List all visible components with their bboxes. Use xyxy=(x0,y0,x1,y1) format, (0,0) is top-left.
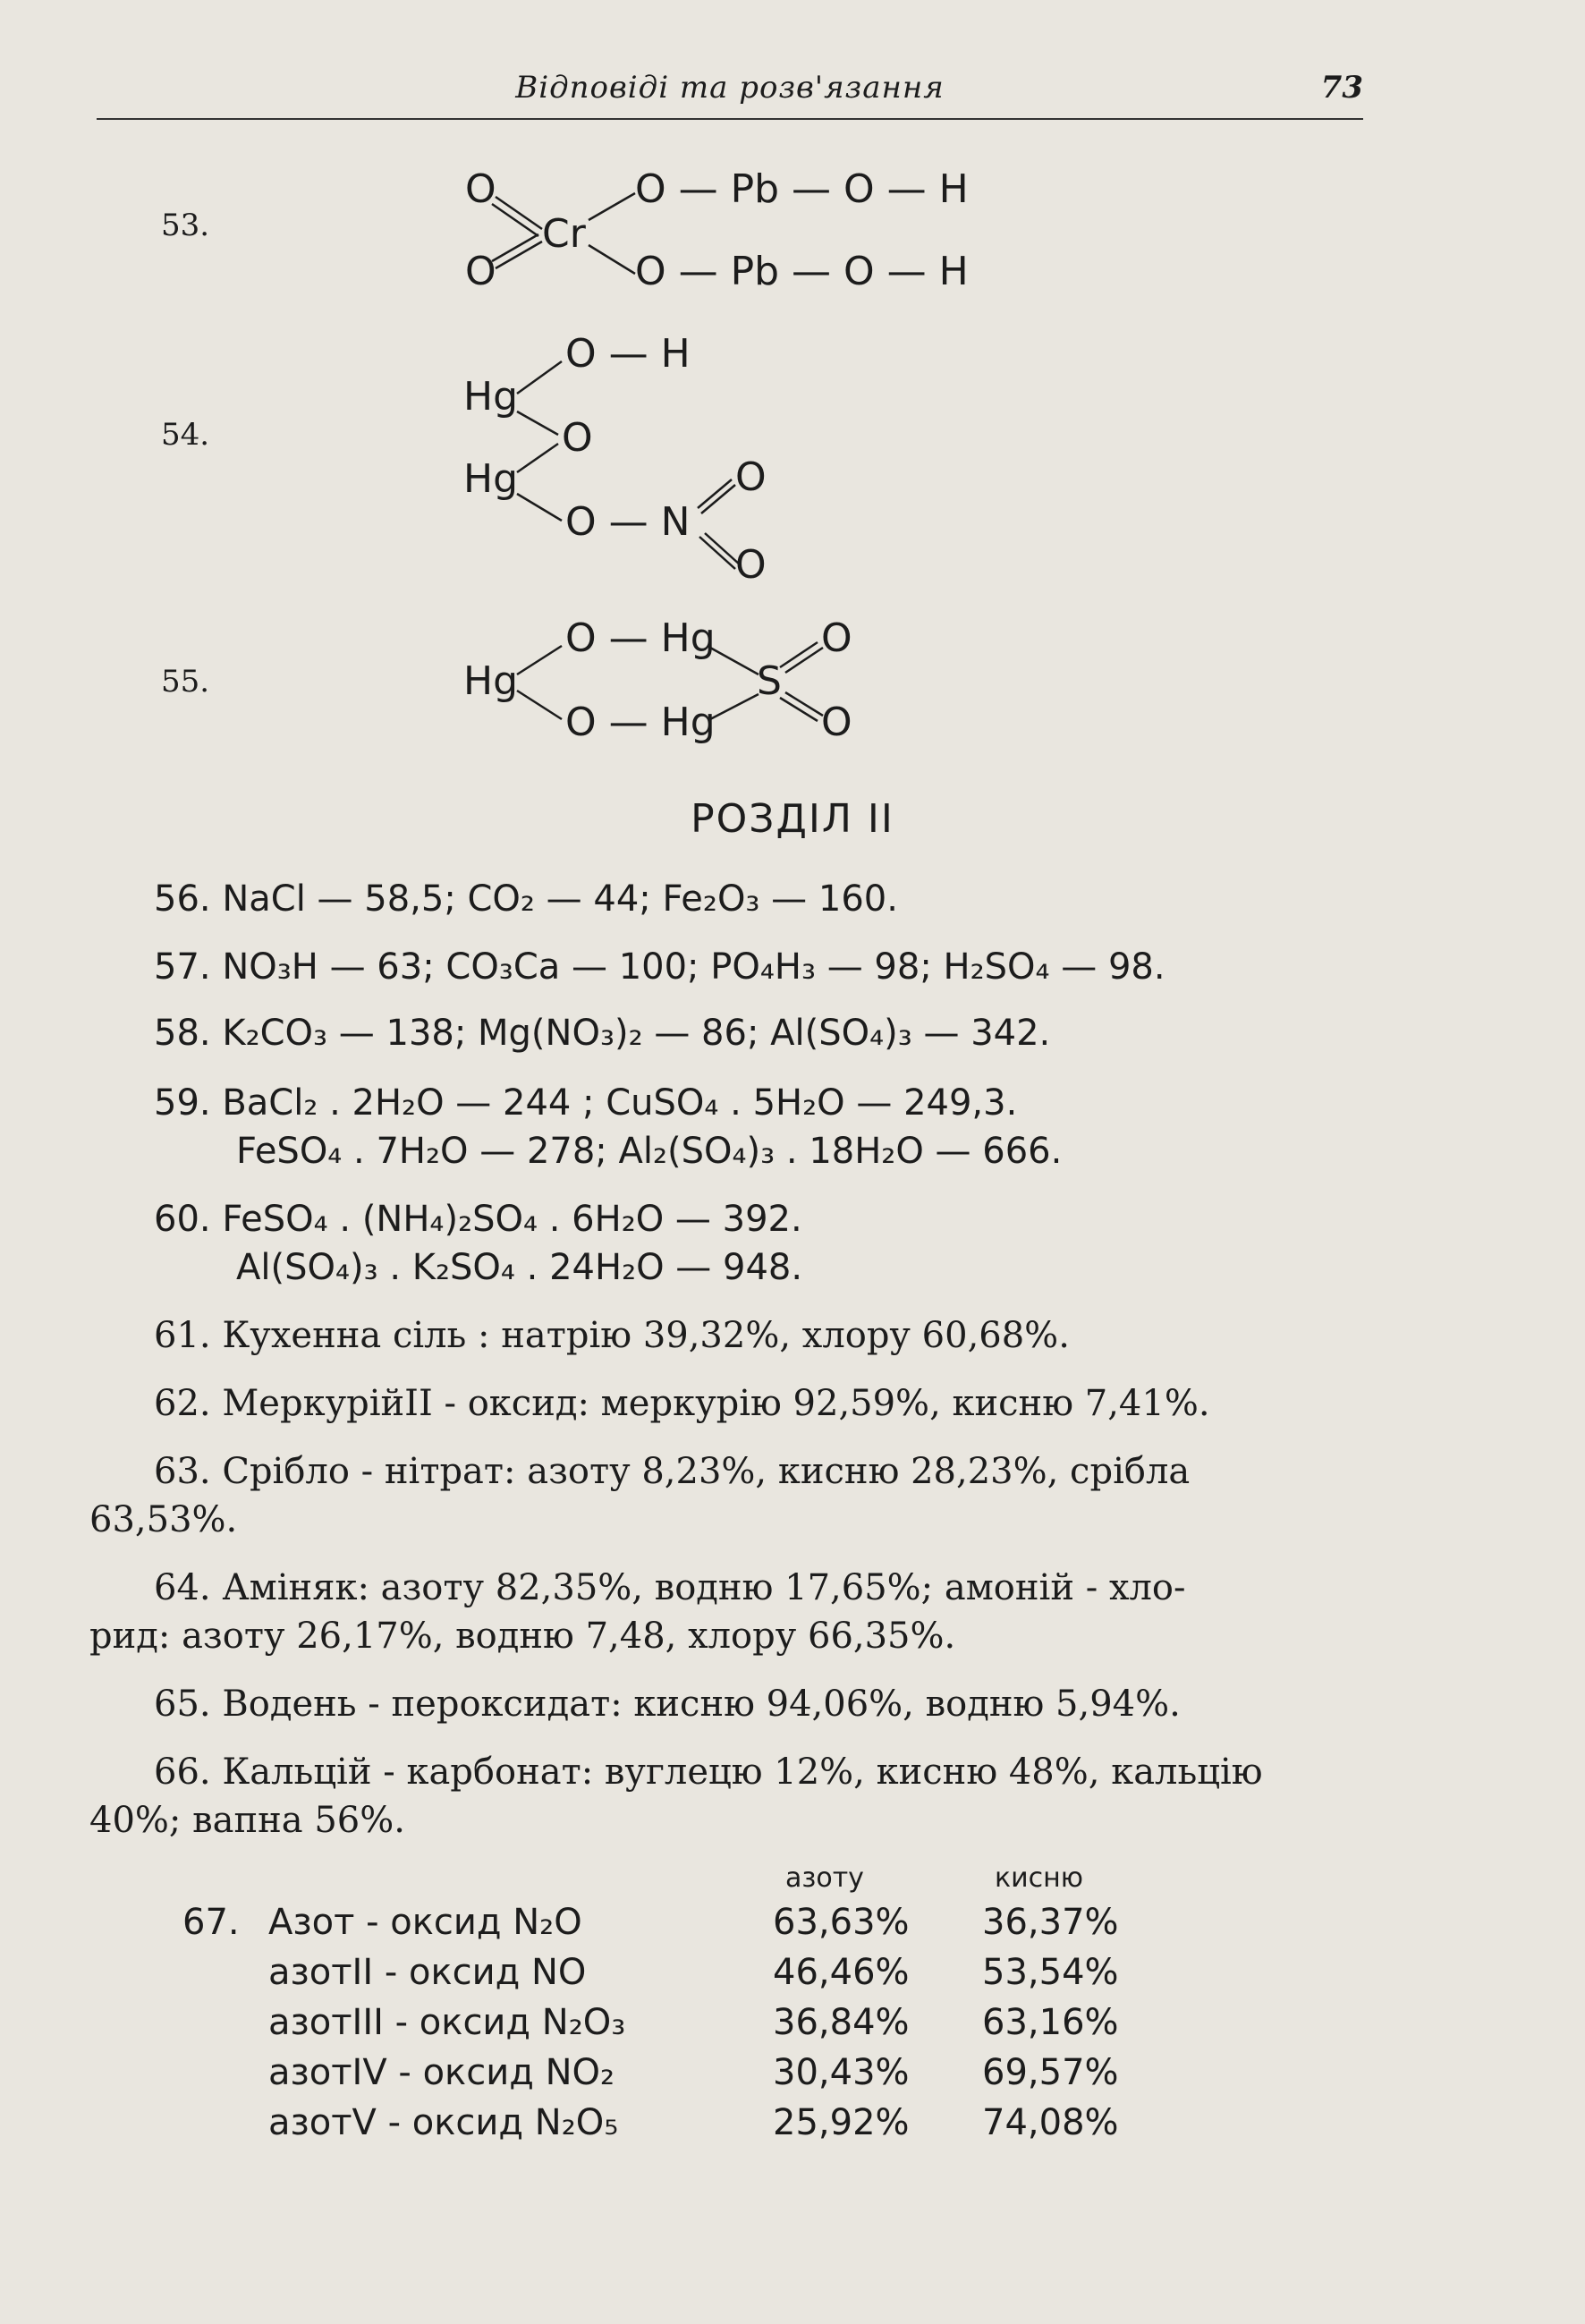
structure-54-nitrate-oxygen-top: O xyxy=(735,454,767,500)
structure-54-nitrate-link: O — N xyxy=(565,499,691,545)
structure-54-mercury-top: Hg xyxy=(463,374,519,420)
running-title: Відповіді та розв'язання xyxy=(515,70,945,106)
structure-55-bottom-link: O — Hg xyxy=(565,700,716,745)
table-row xyxy=(0,2002,1585,2052)
structure-55-top-link: O — Hg xyxy=(565,615,716,661)
answer-66 xyxy=(154,1751,1263,1793)
answer-62 xyxy=(154,1383,1210,1424)
structure-53-chain-bottom: O — Pb — O — H xyxy=(635,249,969,294)
oxide-name: азотV - оксид N₂O₅ xyxy=(268,2102,619,2143)
answer-60 xyxy=(154,1199,802,1240)
answer-number: 60. xyxy=(154,1199,211,1240)
structure-53-chromium: Cr xyxy=(542,211,586,257)
structure-53 xyxy=(456,161,993,304)
oxide-name: Азот - оксид N₂O xyxy=(268,1902,582,1943)
table-row xyxy=(0,1952,1585,2002)
answer-63 xyxy=(154,1451,1190,1492)
answer-65 xyxy=(154,1684,1181,1725)
nitrogen-percent: 30,43% xyxy=(773,2052,910,2093)
answer-60-line-2: Al(SO₄)₃ . K₂SO₄ . 24H₂O — 948. xyxy=(236,1247,803,1288)
structure-55-sulfur-oxygen-top: O xyxy=(821,615,852,661)
answer-text: K₂CO₃ — 138; Mg(NO₃)₂ — 86; Al(SO₄)₃ — 342. xyxy=(222,1013,1051,1054)
page-number: 73 xyxy=(1320,70,1363,106)
answer-text: NO₃H — 63; CO₃Ca — 100; PO₄H₃ — 98; H₂SO₄ — 98. xyxy=(222,946,1165,988)
answer-number: 63. xyxy=(154,1451,211,1492)
structure-53-oxygen-bottom: O xyxy=(465,249,496,294)
answer-text: FeSO₄ . (NH₄)₂SO₄ . 6H₂O — 392. xyxy=(222,1199,802,1240)
answer-number: 57. xyxy=(154,946,211,988)
answer-64 xyxy=(154,1567,1186,1608)
answer-text: Кальцій - карбонат: вуглецю 12%, кисню 48%, кальцію xyxy=(222,1751,1263,1793)
answer-66-line-2: 40%; вапна 56%. xyxy=(89,1800,405,1841)
table67-number: 67. xyxy=(182,1902,240,1943)
table-row xyxy=(0,2052,1585,2102)
nitrogen-percent: 46,46% xyxy=(773,1952,910,1993)
answer-59-line-2: FeSO₄ . 7H₂O — 278; Al₂(SO₄)₃ . 18H₂O — 666. xyxy=(236,1131,1063,1172)
oxide-name: азотII - оксид NO xyxy=(268,1952,587,1993)
structure-55-sulfur-oxygen-bottom: O xyxy=(821,700,852,745)
answer-number: 58. xyxy=(154,1013,211,1054)
structure-54-hydroxyl: O — H xyxy=(565,331,691,377)
answer-56 xyxy=(154,878,898,920)
answer-number: 56. xyxy=(154,878,211,920)
structure-54 xyxy=(463,329,821,589)
oxygen-percent: 36,37% xyxy=(982,1902,1119,1943)
structure-54-mercury-bottom: Hg xyxy=(463,456,519,502)
structure-55 xyxy=(463,615,893,750)
answer-number: 66. xyxy=(154,1751,211,1793)
answer-text: Водень - пероксидат: кисню 94,06%, водню 5,94%. xyxy=(222,1684,1181,1725)
oxide-name: азотIV - оксид NO₂ xyxy=(268,2052,615,2093)
table67-header-oxygen: кисню xyxy=(995,1862,1083,1894)
nitrogen-percent: 25,92% xyxy=(773,2102,910,2143)
answer-59 xyxy=(154,1082,1017,1124)
answer-number: 65. xyxy=(154,1684,211,1725)
oxide-name: азотIII - оксид N₂O₃ xyxy=(268,2002,626,2043)
answer-61 xyxy=(154,1315,1070,1356)
answer-text: Кухенна сіль : натрію 39,32%, хлору 60,68%. xyxy=(222,1315,1070,1356)
answer-text: Срібло - нітрат: азоту 8,23%, кисню 28,23%, срібла xyxy=(222,1451,1191,1492)
running-header xyxy=(97,64,1363,118)
oxygen-percent: 69,57% xyxy=(982,2052,1119,2093)
answer-number: 59. xyxy=(154,1082,211,1124)
section-heading: РОЗДІЛ II xyxy=(691,796,894,842)
structure-55-sulfur: S xyxy=(757,658,782,704)
table-row xyxy=(0,1902,1585,1952)
structure-55-number: 55. xyxy=(161,664,210,700)
answer-text: BaCl₂ . 2H₂O — 244 ; CuSO₄ . 5H₂O — 249,3. xyxy=(222,1082,1018,1124)
table67-header-nitrogen: азоту xyxy=(785,1862,864,1894)
answer-number: 61. xyxy=(154,1315,211,1356)
answer-64-line-2: рид: азоту 26,17%, водню 7,48, хлору 66,35%. xyxy=(89,1616,956,1657)
structure-53-chain-top: O — Pb — O — H xyxy=(635,166,969,212)
oxygen-percent: 74,08% xyxy=(982,2102,1119,2143)
structure-55-mercury: Hg xyxy=(463,658,519,704)
answer-number: 64. xyxy=(154,1567,211,1608)
answer-63-line-2: 63,53%. xyxy=(89,1499,238,1540)
structure-54-bridge-oxygen: O xyxy=(562,415,593,461)
structure-54-nitrate-oxygen-bottom: O xyxy=(735,542,767,588)
header-rule xyxy=(97,118,1363,120)
answer-57 xyxy=(154,946,1165,988)
structure-53-oxygen-top: O xyxy=(465,166,496,212)
nitrogen-percent: 36,84% xyxy=(773,2002,910,2043)
answer-58 xyxy=(154,1013,1050,1054)
answer-text: МеркурійII - оксид: меркурію 92,59%, кисню 7,41%. xyxy=(222,1383,1210,1424)
table-row xyxy=(0,2102,1585,2152)
nitrogen-percent: 63,63% xyxy=(773,1902,910,1943)
structure-54-number: 54. xyxy=(161,417,210,453)
answer-text: Аміняк: азоту 82,35%, водню 17,65%; амоній - хло- xyxy=(222,1567,1186,1608)
oxygen-percent: 63,16% xyxy=(982,2002,1119,2043)
answer-number: 62. xyxy=(154,1383,211,1424)
structure-53-number: 53. xyxy=(161,208,210,243)
answer-text: NaCl — 58,5; CO₂ — 44; Fe₂O₃ — 160. xyxy=(222,878,898,920)
oxygen-percent: 53,54% xyxy=(982,1952,1119,1993)
